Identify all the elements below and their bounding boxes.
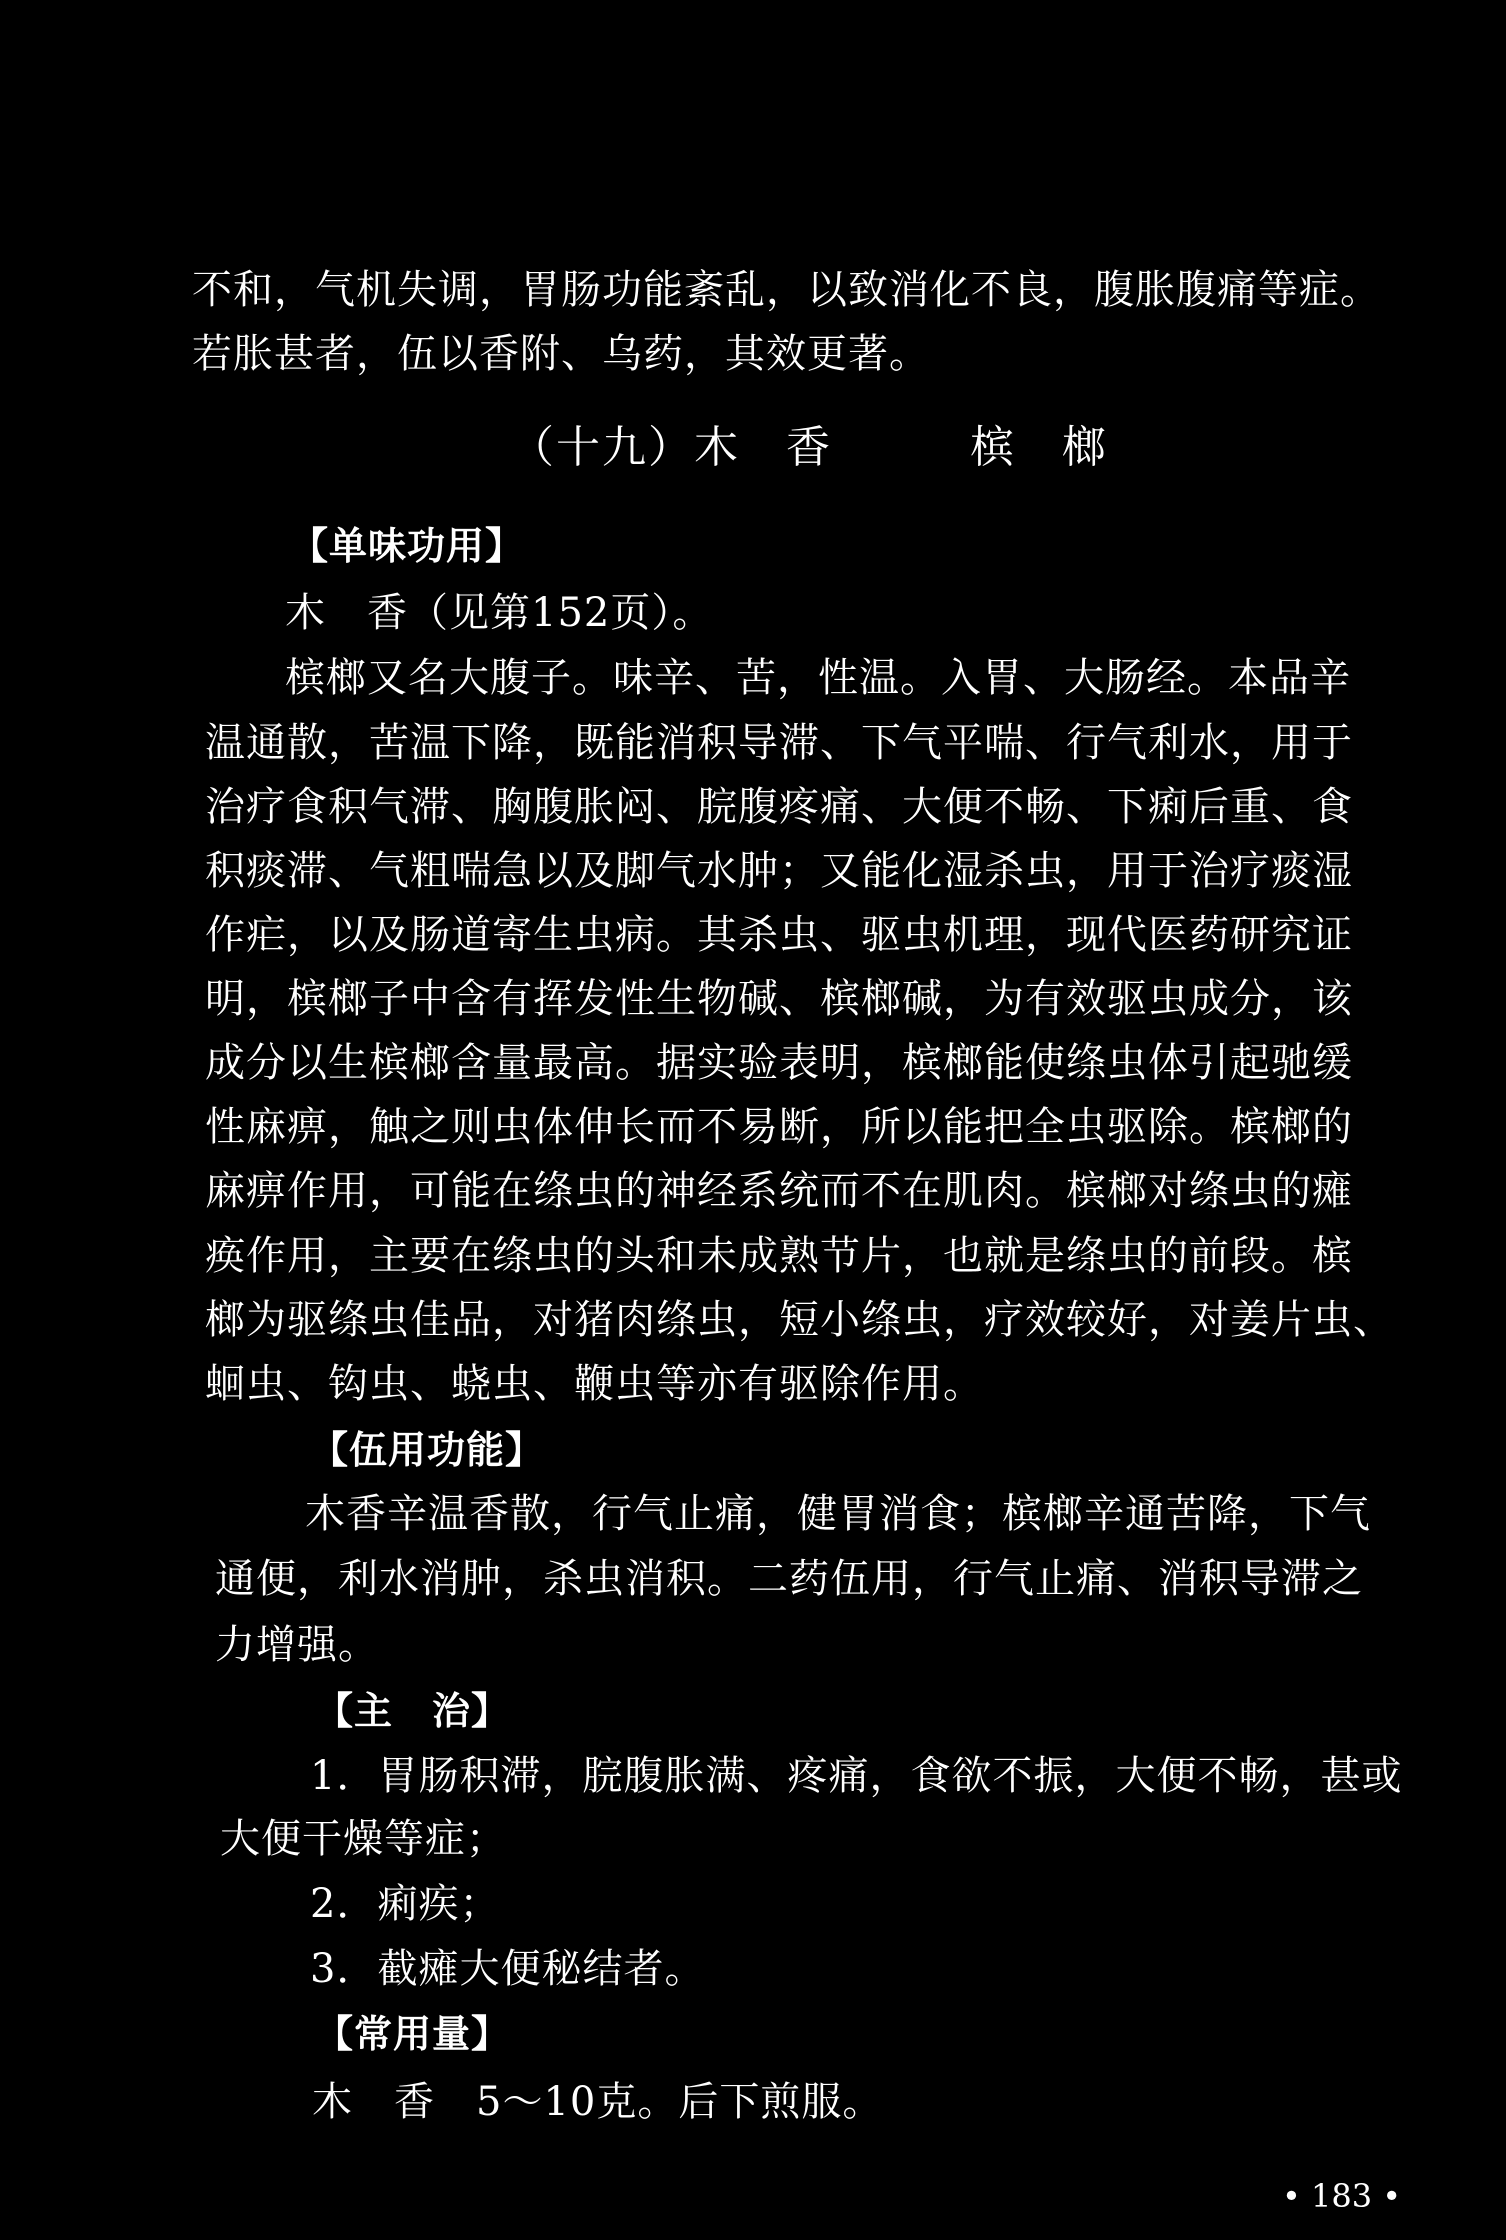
section-heading-combined-function: 【伍用功能】 [310, 1428, 545, 1472]
body-line: 槟榔又名大腹子。味辛、苦，性温。入胃、大肠经。本品辛 [285, 655, 1351, 701]
body-line: 通便，利水消肿，杀虫消积。二药伍用，行气止痛、消积导滞之 [215, 1556, 1363, 1602]
section-heading-single-function: 【单味功用】 [290, 524, 525, 568]
body-line: 治疗食积气滞、胸腹胀闷、脘腹疼痛、大便不畅、下痢后重、食 [205, 784, 1353, 830]
intro-line: 不和，气机失调，胃肠功能紊乱，以致消化不良，腹胀腹痛等症。 [192, 267, 1381, 313]
section-heading-indications: 【主 治】 [315, 1689, 511, 1733]
body-line: 3．截瘫大便秘结者。 [310, 1946, 706, 1992]
body-line: 1．胃肠积滞，脘腹胀满、疼痛，食欲不振，大便不畅，甚或 [310, 1753, 1403, 1799]
body-line: 作疟，以及肠道寄生虫病。其杀虫、驱虫机理，现代医药研究证 [205, 912, 1353, 958]
section-heading-dosage: 【常用量】 [315, 2012, 511, 2056]
body-line: 温通散，苦温下降，既能消积导滞、下气平喘、行气利水，用于 [205, 720, 1353, 766]
body-line: 蛔虫、钩虫、蛲虫、鞭虫等亦有驱除作用。 [205, 1361, 984, 1407]
body-line: 痪作用，主要在绦虫的头和未成熟节片，也就是绦虫的前段。槟 [205, 1233, 1353, 1279]
intro-line: 若胀甚者，伍以香附、乌药，其效更著。 [192, 331, 930, 377]
page-number: • 183 • [1282, 2177, 1402, 2215]
body-line: 大便干燥等症； [220, 1816, 507, 1862]
body-line: 成分以生槟榔含量最高。据实验表明，槟榔能使绦虫体引起驰缓 [205, 1040, 1353, 1086]
body-line: 木 香（见第152页）。 [285, 590, 714, 636]
section-title: （十九）木 香 槟 榔 [510, 422, 1108, 473]
body-line: 麻痹作用，可能在绦虫的神经系统而不在肌肉。槟榔对绦虫的瘫 [205, 1168, 1353, 1214]
body-line: 性麻痹，触之则虫体伸长而不易断，所以能把全虫驱除。槟榔的 [205, 1104, 1353, 1150]
body-line: 明，槟榔子中含有挥发性生物碱、槟榔碱，为有效驱虫成分，该 [205, 976, 1353, 1022]
body-line: 积痰滞、气粗喘急以及脚气水肿；又能化湿杀虫，用于治疗痰湿 [205, 848, 1353, 894]
body-line: 榔为驱绦虫佳品，对猪肉绦虫，短小绦虫，疗效较好，对姜片虫、 [205, 1297, 1394, 1343]
body-line: 2．痢疾； [310, 1881, 501, 1927]
body-line: 木香辛温香散，行气止痛，健胃消食；槟榔辛通苦降，下气 [305, 1491, 1371, 1537]
body-line: 木 香 5～10克。后下煎服。 [312, 2079, 884, 2125]
body-line: 力增强。 [215, 1622, 379, 1668]
